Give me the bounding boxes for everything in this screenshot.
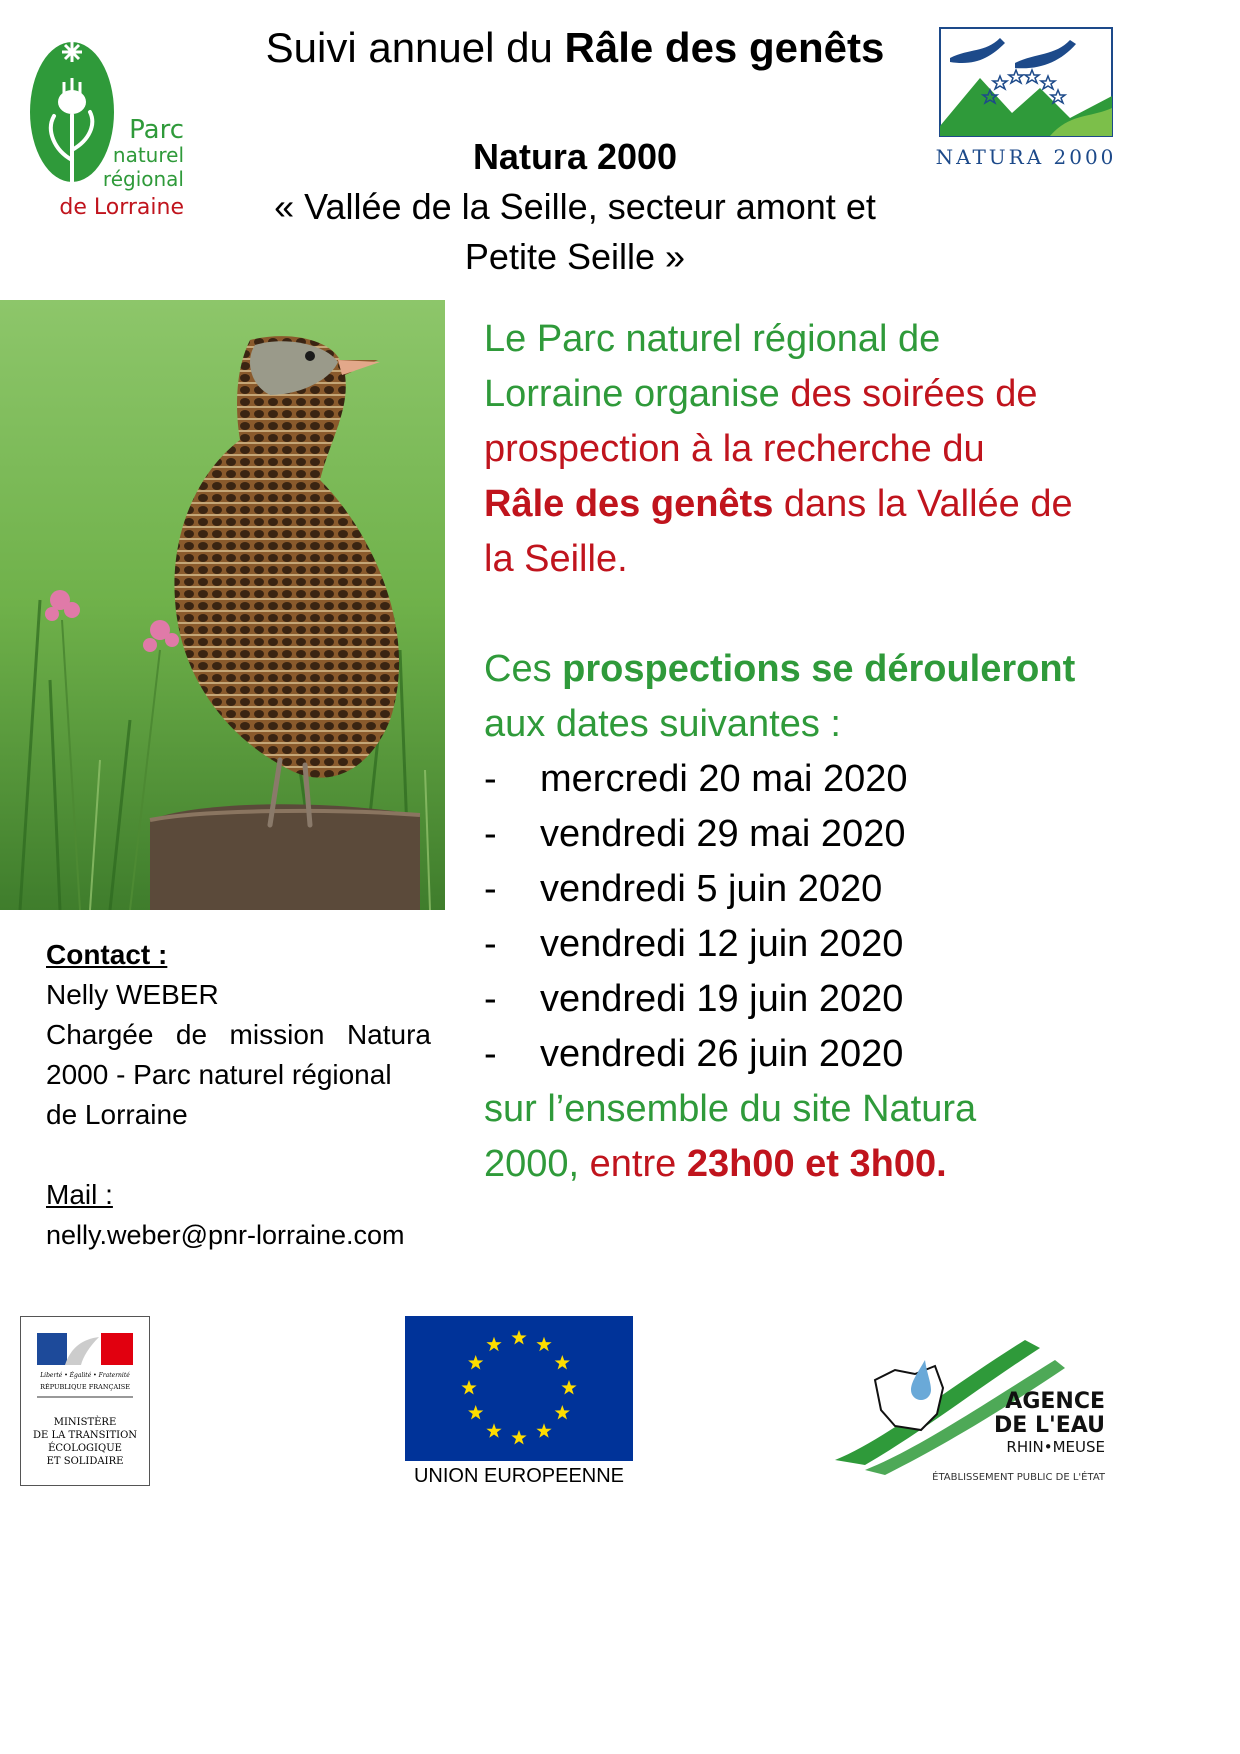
schedule-line-1: Ces prospections se dérouleront: [484, 648, 1076, 690]
date-item: - vendredi 29 mai 2020: [484, 813, 906, 855]
contact-role-3: de Lorraine: [46, 1099, 188, 1130]
svg-text:RÉPUBLIQUE FRANÇAISE: RÉPUBLIQUE FRANÇAISE: [40, 1383, 130, 1391]
schedule-line-2: aux dates suivantes :: [484, 703, 841, 745]
svg-text:régional: régional: [102, 167, 184, 191]
intro-line-5: la Seille.: [484, 538, 628, 580]
location-line-2: 2000, entre 23h00 et 3h00.: [484, 1143, 947, 1185]
natura-heading: Natura 2000: [472, 136, 678, 177]
date-item: - vendredi 26 juin 2020: [484, 1033, 904, 1075]
intro-line-4: Râle des genêts dans la Vallée de: [484, 483, 1073, 525]
site-subtitle: [230, 132, 920, 282]
contact-label: Contact :: [46, 939, 168, 970]
date-item: - vendredi 5 juin 2020: [484, 868, 883, 910]
valley-line-1: « Vallée de la Seille, secteur amont et: [274, 186, 876, 227]
intro-line-1: Le Parc naturel régional de: [484, 318, 941, 360]
location-line-1: sur l’ensemble du site Natura: [484, 1088, 977, 1130]
svg-text:AGENCE: AGENCE: [1005, 1389, 1105, 1414]
svg-text:ET SOLIDAIRE: ET SOLIDAIRE: [46, 1456, 124, 1467]
svg-text:NATURA 2000: NATURA 2000: [935, 145, 1117, 169]
intro-line-2: Lorraine organise des soirées de: [484, 373, 1038, 415]
contact-name: Nelly WEBER: [46, 979, 219, 1010]
page-title: [230, 24, 920, 72]
pnr-lorraine-logo: [24, 20, 194, 220]
svg-text:UNION EUROPEENNE: UNION EUROPEENNE: [413, 1465, 625, 1486]
svg-text:RHIN•MEUSE: RHIN•MEUSE: [1006, 1438, 1105, 1456]
date-item: - vendredi 12 juin 2020: [484, 923, 904, 965]
title-species: Râle des genêts: [564, 24, 885, 71]
svg-text:de Lorraine: de Lorraine: [59, 195, 184, 220]
intro-line-3: prospection à la recherche du: [484, 428, 985, 470]
mail-label: Mail :: [46, 1179, 113, 1210]
title-prefix: Suivi annuel du: [265, 24, 565, 71]
svg-text:ÉCOLOGIQUE: ÉCOLOGIQUE: [48, 1443, 122, 1454]
natura-2000-logo: [930, 18, 1120, 173]
corncrake-photo: [0, 300, 445, 910]
svg-text:ÉTABLISSEMENT PUBLIC DE L'ÉTAT: ÉTABLISSEMENT PUBLIC DE L'ÉTAT: [932, 1472, 1105, 1483]
date-item: - mercredi 20 mai 2020: [484, 758, 908, 800]
ministry-logo: [20, 1316, 150, 1486]
eu-flag-logo: [405, 1316, 633, 1486]
svg-text:MINISTÈRE: MINISTÈRE: [53, 1417, 117, 1428]
announcement-text: [484, 312, 1134, 1192]
svg-text:DE L'EAU: DE L'EAU: [994, 1413, 1105, 1438]
date-item: - vendredi 19 juin 2020: [484, 978, 904, 1020]
svg-text:naturel: naturel: [112, 143, 184, 167]
agence-eau-logo: [825, 1330, 1115, 1490]
svg-text:Parc: Parc: [129, 115, 184, 145]
svg-text:Liberté • Égalité • Fraternité: Liberté • Égalité • Fraternité: [40, 1372, 130, 1379]
svg-text:DE LA TRANSITION: DE LA TRANSITION: [32, 1430, 138, 1441]
contact-role-1: Chargée de mission Natura: [46, 1019, 431, 1050]
valley-line-2: Petite Seille »: [464, 236, 686, 277]
contact-role-2: 2000 - Parc naturel régional: [46, 1059, 392, 1090]
contact-block: [46, 935, 431, 1255]
contact-email[interactable]: nelly.weber@pnr-lorraine.com: [46, 1220, 405, 1250]
